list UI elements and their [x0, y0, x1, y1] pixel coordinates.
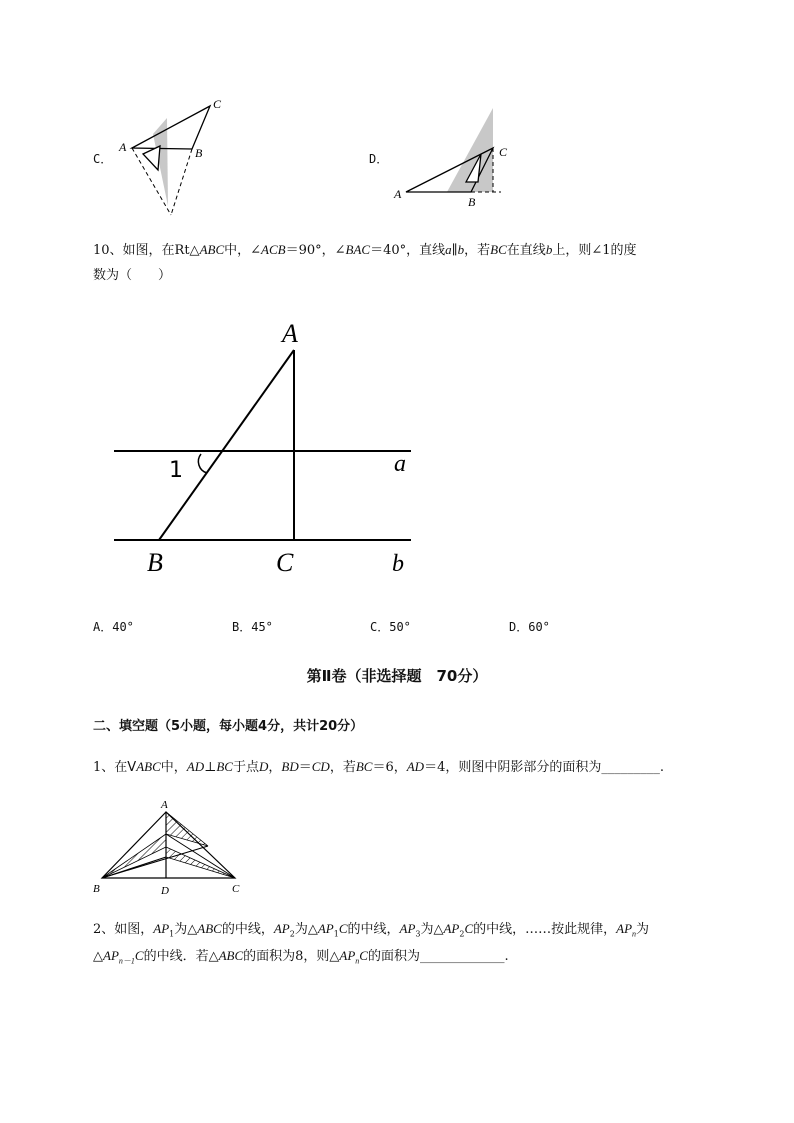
label-a: A: [161, 799, 168, 811]
label-b: B: [147, 548, 163, 577]
label-line-b: b: [392, 551, 404, 577]
section2-title: 二、填空题（5小题，每小题4分，共计20分）: [93, 719, 364, 734]
option-d-label: D．: [369, 152, 389, 166]
q10-option-d[interactable]: D．60°: [509, 620, 550, 634]
label-d: D: [161, 885, 169, 897]
q1-figure: [90, 795, 250, 897]
q2-text-line2: $\triangle AP_{n-1}C$的中线．若△ABC的面积为8，则$\triangle AP_nC$的面积为_____________.: [93, 948, 509, 966]
label-angle-1: 1: [169, 458, 183, 483]
q10-option-a[interactable]: A．40°: [93, 620, 134, 634]
label-c: C: [499, 145, 508, 159]
q10-option-c[interactable]: C．50°: [370, 620, 411, 634]
label-c: C: [232, 883, 240, 895]
part2-title: 第Ⅱ卷（非选择题 70分）: [306, 667, 488, 685]
shaded-left: [102, 834, 166, 878]
answer-blank[interactable]: _____________: [419, 949, 505, 964]
option-c-figure: [110, 96, 230, 220]
label-c: C: [276, 548, 294, 577]
option-d-figure: [390, 104, 520, 210]
label-a: A: [119, 140, 127, 154]
label-b: B: [93, 883, 100, 895]
shaded-top: [166, 812, 208, 846]
q10-figure: [108, 314, 418, 584]
q10-text-line1: 10、如图，在Rt△ABC中，∠ACB＝90°，∠BAC＝40°，直线a∥b，若BC在直线b上，则∠1的度: [93, 242, 637, 258]
triangle-abc: [132, 106, 210, 149]
q2-text-line1: 2、如图，$AP_1$为△ABC的中线，$AP_2$为$\triangle AP_1C$的中线，$AP_3$为$\triangle AP_2C$的中线，……按此规律，$AP_n$为: [93, 921, 650, 939]
label-a: A: [282, 319, 298, 348]
angle-1-arc: [198, 454, 207, 473]
q10-text-line2: 数为（ ）: [93, 268, 172, 283]
set-square: [143, 146, 160, 170]
shaded-right: [166, 847, 235, 878]
label-c: C: [213, 97, 222, 111]
option-c-label: C．: [93, 152, 113, 166]
answer-blank[interactable]: _________: [601, 760, 660, 775]
label-b: B: [468, 195, 476, 209]
dashed-line-b: [171, 149, 192, 215]
q1-text: 1、在VABC中，AD⊥BC于点D，BD＝CD，若BC＝6，AD＝4，则图中阴影部分的面积为_________.: [93, 759, 664, 775]
label-b: B: [195, 146, 203, 160]
label-a: A: [394, 187, 402, 201]
label-line-a: a: [394, 451, 406, 477]
segment-ab: [159, 350, 294, 540]
q10-option-b[interactable]: B．45°: [232, 620, 273, 634]
